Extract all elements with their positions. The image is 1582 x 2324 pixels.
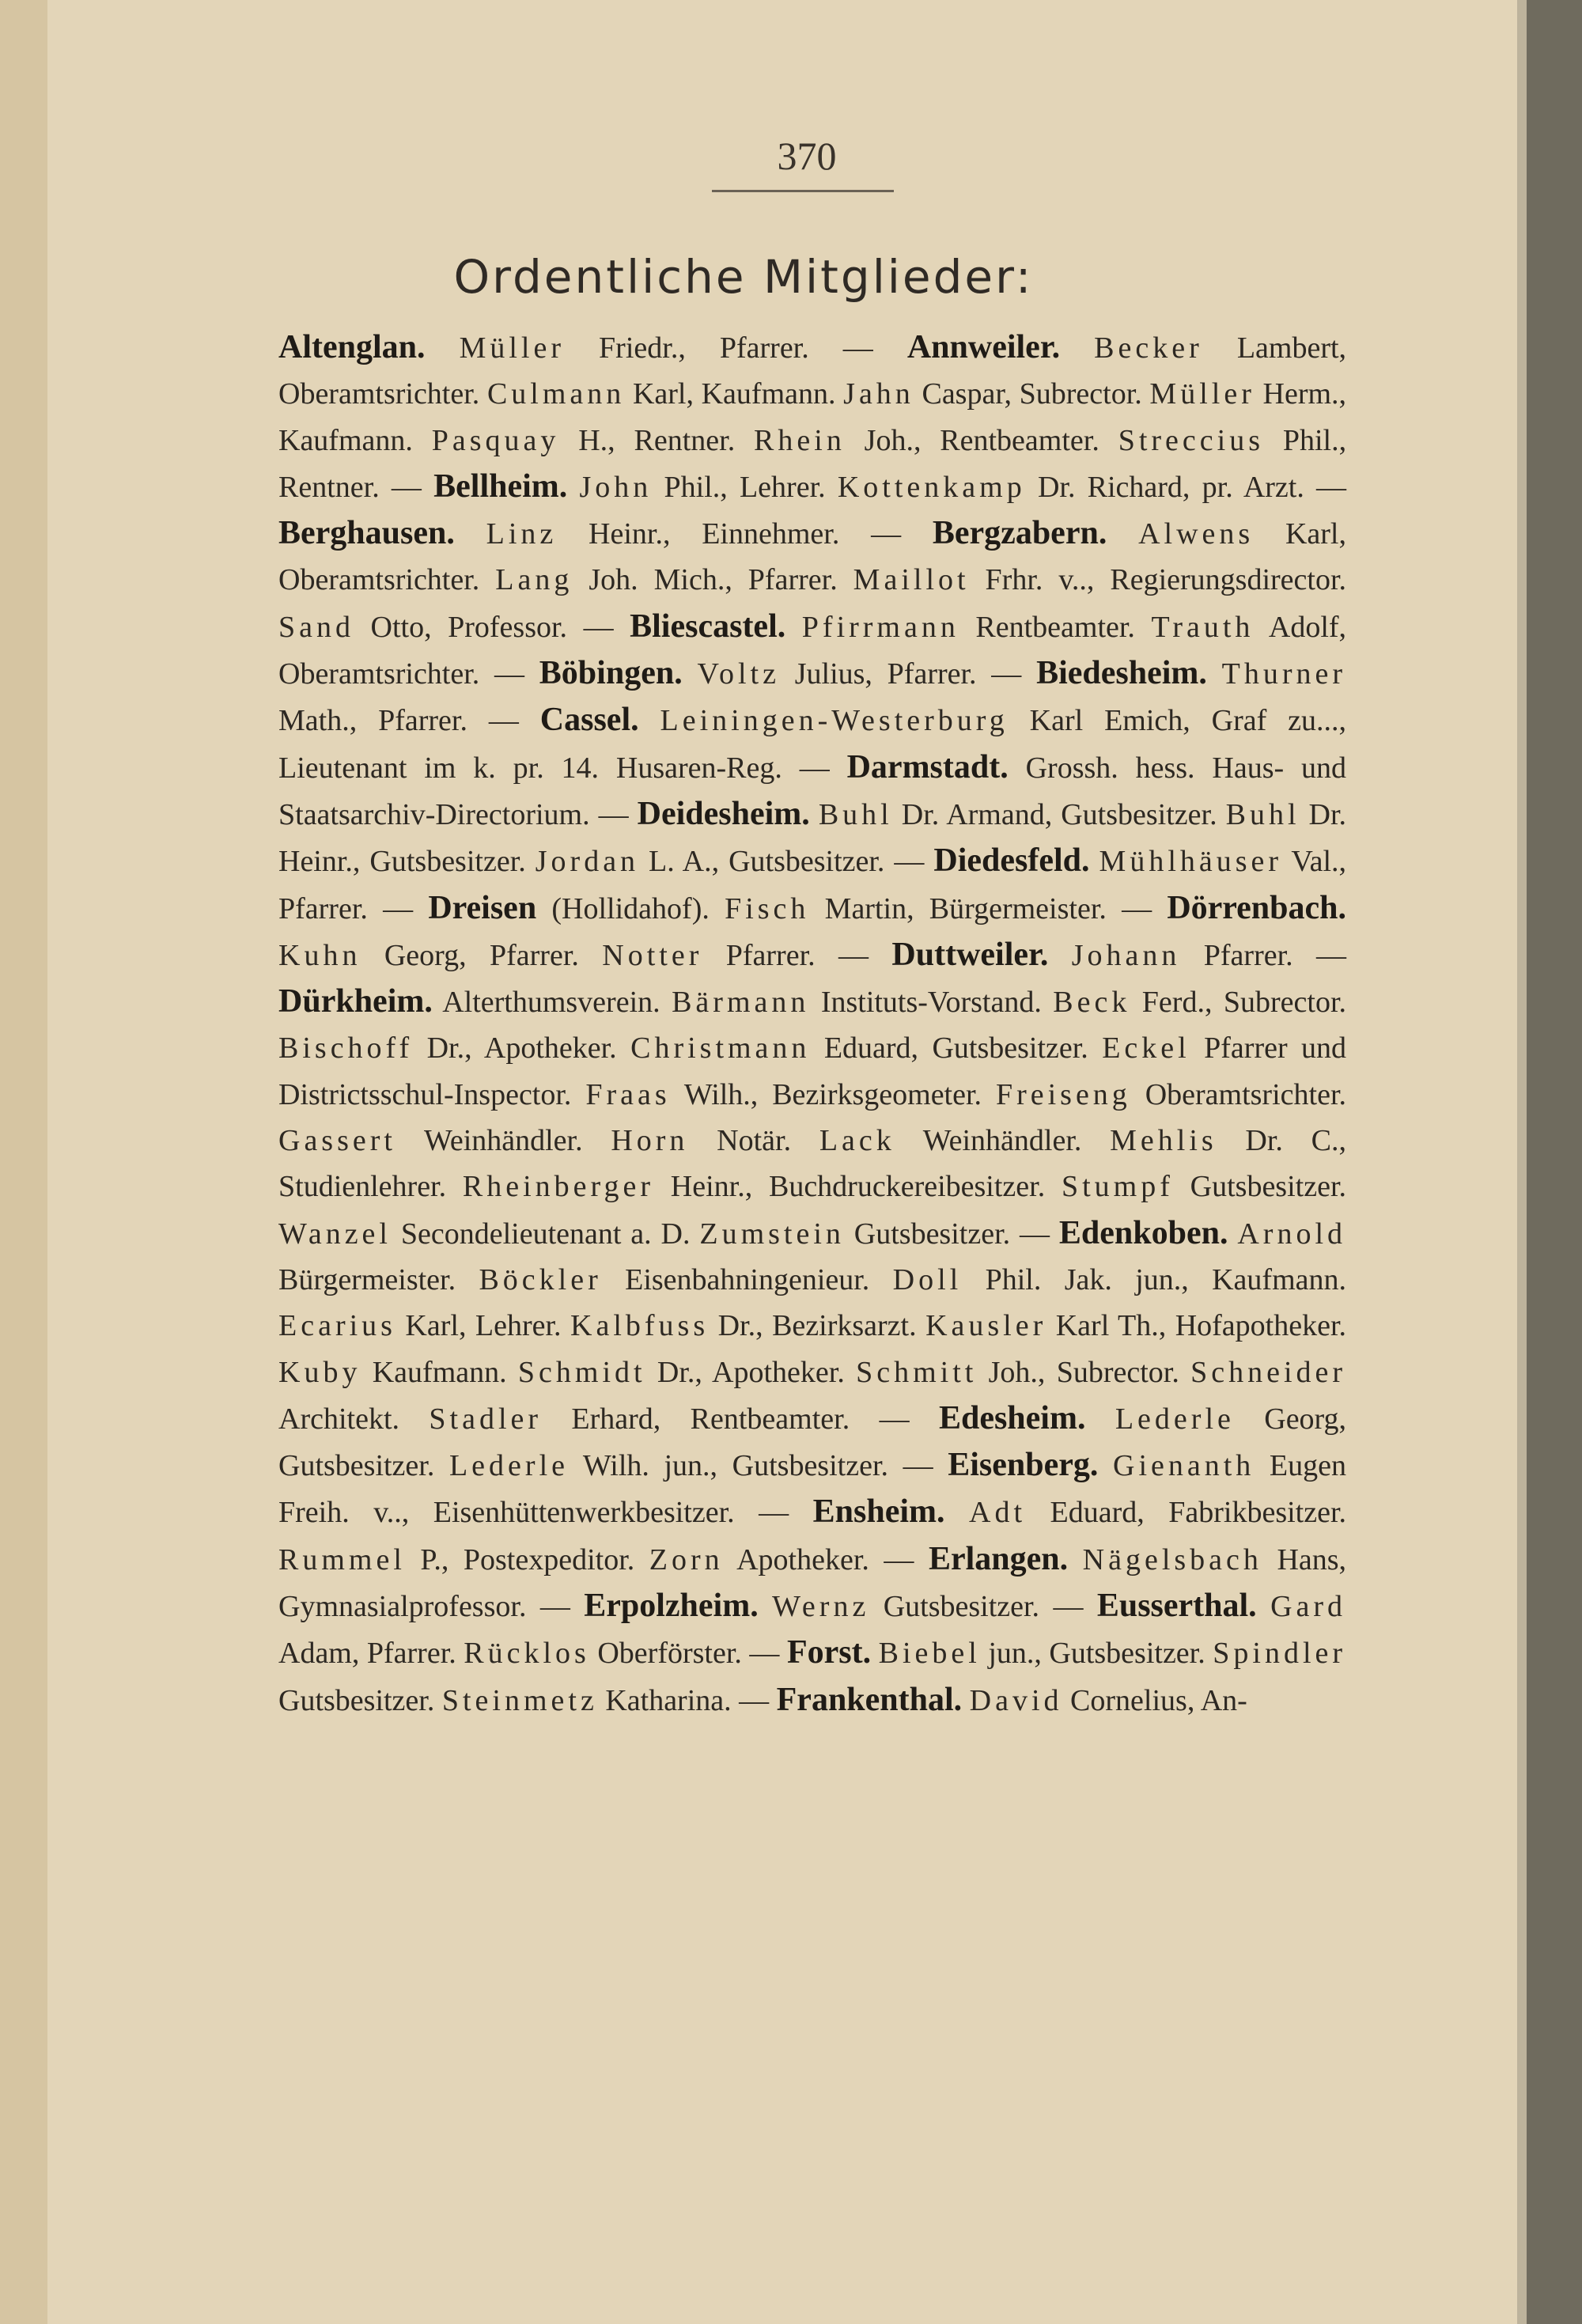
- member-surname: Lack: [819, 1124, 895, 1158]
- member-details: Oberförster.: [597, 1637, 742, 1671]
- place-name: Erpolzheim.: [584, 1588, 759, 1625]
- member-entry: [611, 1124, 791, 1157]
- member-details: Adolf, Oberamtsrichter.: [278, 610, 1347, 691]
- member-entry: [464, 1637, 742, 1670]
- member-surname: Wernz: [772, 1590, 870, 1624]
- member-surname: Eckel: [1102, 1031, 1190, 1065]
- member-details: Phil. Jak. jun., Kaufmann.: [985, 1262, 1347, 1296]
- member-entry: [463, 1170, 1045, 1203]
- section-heading: Ordentliche Mitglieder:: [453, 250, 1034, 304]
- member-surname: Linz: [486, 517, 558, 551]
- member-surname: Culmann: [486, 377, 626, 411]
- member-entry: [429, 1402, 850, 1436]
- member-details: Dr., Apotheker.: [657, 1355, 845, 1389]
- member-surname: Kuhn: [278, 938, 361, 972]
- place-entry: Darmstadt. Grossh. hess. Haus- und Staatsarchiv-Directorium. —: [278, 748, 1347, 831]
- place-name: Dreisen: [428, 889, 537, 926]
- member-details: Lambert, Oberamtsrichter.: [278, 331, 1347, 411]
- member-details: Dr. Richard, pr. Arzt.: [1037, 470, 1304, 504]
- member-surname: Rummel: [278, 1542, 406, 1576]
- member-details: Dr. Armand, Gutsbesitzer.: [901, 797, 1217, 831]
- member-entry: [278, 1031, 617, 1065]
- member-surname: Buhl: [818, 797, 893, 831]
- member-details: Dr. C., Studienlehrer.: [278, 1124, 1346, 1204]
- member-surname: Wanzel: [278, 1217, 392, 1251]
- member-details: Eduard, Fabrikbesitzer.: [1050, 1496, 1347, 1530]
- member-entry: [442, 1684, 732, 1717]
- member-surname: Spindler: [1213, 1637, 1347, 1671]
- place-name: Frankenthal.: [776, 1681, 963, 1718]
- member-entry: [602, 939, 815, 972]
- place-name: Dürkheim.: [278, 983, 433, 1020]
- member-surname: David: [969, 1683, 1063, 1717]
- member-details: Notär.: [717, 1124, 792, 1158]
- member-surname: Jordan: [535, 845, 640, 879]
- member-surname: Schmitt: [856, 1355, 978, 1389]
- place-name: Berghausen.: [278, 515, 455, 552]
- member-details: Joh., Rentbeamter.: [864, 423, 1099, 457]
- member-details: Georg, Gutsbesitzer.: [278, 1402, 1347, 1483]
- member-surname: Schmidt: [517, 1355, 646, 1389]
- member-entry: [819, 1124, 1082, 1157]
- place-entry: Erlangen. Nägelsbach Hans, Gymnasialprofessor. —: [278, 1540, 1347, 1624]
- member-entry: [449, 1449, 888, 1482]
- place-entry: Dürkheim. Alterthumsverein. Bärmann Instituts-Vorstand. Beck Ferd., Subrector. Bischoff Dr., Apotheker. Christmann Eduard, Gutsbesitzer. Eckel Pfarrer und Districtsschul-Inspector. Fraas Wilh., Bezirksgeometer. Freiseng Oberamtsrichter. Gassert Weinhändler. Horn Notär. Lack Weinhändler. Mehlis Dr. C., Studienlehrer. Rheinberger Heinr., Buchdruckereibesitzer. Stumpf Gutsbesitzer. Wanzel Secondelieutenant a. D. Zumstein Gutsbesitzer. —: [278, 983, 1347, 1251]
- member-surname: Gard: [1270, 1590, 1347, 1624]
- place-name: Bergzabern.: [932, 515, 1107, 552]
- member-surname: Lang: [495, 563, 573, 597]
- member-details: Katharina.: [605, 1683, 732, 1717]
- member-details: Pfarrer und Districtsschul-Inspector.: [278, 1031, 1347, 1111]
- member-surname: Müller: [459, 331, 565, 365]
- member-details: Erhard, Rentbeamter.: [571, 1402, 850, 1436]
- member-surname: Leiningen-Westerburg: [660, 704, 1009, 738]
- member-details: Karl Emich, Graf zu..., Lieutenant im k. pr. 14. Husaren-Reg.: [278, 704, 1347, 785]
- member-details: Val., Pfarrer.: [278, 845, 1347, 925]
- member-entry: [479, 1263, 869, 1296]
- member-entry: [551, 892, 709, 925]
- member-entry: [518, 1356, 845, 1389]
- member-details: Math., Pfarrer.: [278, 704, 467, 738]
- member-surname: Schneider: [1190, 1355, 1347, 1389]
- place-entry: Edesheim. Lederle Georg, Gutsbesitzer. Lederle Wilh. jun., Gutsbesitzer. —: [278, 1399, 1347, 1483]
- member-surname: Johann: [1071, 938, 1181, 972]
- member-entry: [996, 1078, 1346, 1111]
- place-name: Dörrenbach.: [1167, 889, 1347, 926]
- member-details: Kaufmann.: [372, 1355, 507, 1389]
- member-details: Wilh., Bezirksgeometer.: [683, 1077, 982, 1111]
- member-entry: [460, 331, 809, 365]
- member-surname: Buhl: [1225, 797, 1300, 831]
- member-entry: [278, 1356, 507, 1389]
- place-entry: Duttweiler. Johann Pfarrer. —: [891, 936, 1347, 973]
- member-surname: Streccius: [1118, 423, 1264, 457]
- member-surname: Zorn: [649, 1542, 724, 1576]
- member-surname: Biebel: [878, 1637, 981, 1671]
- member-details: Phil., Lehrer.: [664, 470, 826, 504]
- member-details: Dr. Heinr., Gutsbesitzer.: [278, 797, 1347, 879]
- member-details: Pfarrer.: [725, 938, 816, 972]
- member-entry: [772, 1590, 1039, 1623]
- member-surname: Lederle: [1115, 1402, 1235, 1436]
- place-name: Eisenberg.: [948, 1447, 1099, 1484]
- place-entry: Dörrenbach. Kuhn Georg, Pfarrer. Notter Pfarrer. —: [278, 889, 1347, 972]
- member-details: Grossh. hess. Haus- und Staatsarchiv-Directorium.: [278, 751, 1347, 831]
- place-name: Erlangen.: [928, 1540, 1069, 1577]
- place-entry: Forst. Biebel jun., Gutsbesitzer. Spindler Gutsbesitzer. Steinmetz Katharina. —: [278, 1634, 1347, 1717]
- member-entry: [278, 1543, 634, 1576]
- place-name: Bliescastel.: [630, 607, 786, 645]
- member-entry: [630, 1031, 1088, 1065]
- member-entry: [754, 424, 1099, 457]
- place-entry: Eisenberg. Gienanth Eugen Freih. v.., Eisenhüttenwerkbesitzer. —: [278, 1447, 1346, 1530]
- member-details: Gutsbesitzer.: [1190, 1170, 1347, 1204]
- member-details: Architekt.: [278, 1402, 400, 1436]
- member-details: Gutsbesitzer.: [278, 1683, 435, 1717]
- place-name: Bellheim.: [433, 467, 568, 505]
- place-entry: Diedesfeld. Mühlhäuser Val., Pfarrer. —: [278, 842, 1347, 925]
- place-entry: Edenkoben. Arnold Bürgermeister. Böckler Eisenbahningenieur. Doll Phil. Jak. jun., Kaufmann. Ecarius Karl, Lehrer. Kalbfuss Dr., Bezirksarzt. Kausler Karl Th., Hofapotheker. Kuby Kaufmann. Schmidt Dr., Apotheker. Schmitt Joh., Subrector. Schneider Architekt. Stadler Erhard, Rentbeamter. —: [278, 1214, 1347, 1436]
- member-entry: [699, 1217, 1010, 1251]
- place-entry: Bergzabern. Alwens Karl, Oberamtsrichter. Lang Joh. Mich., Pfarrer. Maillot Frhr. v.., Regierungsdirector. Sand Otto, Professor. —: [278, 515, 1347, 644]
- member-details: jun., Gutsbesitzer.: [988, 1637, 1205, 1671]
- place-entry: Ensheim. Adt Eduard, Fabrikbesitzer. Rummel P., Postexpeditor. Zorn Apotheker. —: [278, 1493, 1347, 1576]
- page-number: 370: [777, 134, 837, 178]
- member-entry: [649, 1543, 869, 1576]
- member-surname: Arnold: [1237, 1217, 1347, 1251]
- member-details: Eisenbahningenieur.: [625, 1262, 870, 1296]
- member-entry: [487, 377, 836, 411]
- member-details: Gutsbesitzer.: [853, 1217, 1011, 1251]
- member-surname: Kalbfuss: [570, 1309, 710, 1343]
- member-details: Alterthumsverein.: [442, 986, 660, 1020]
- member-entry: [432, 424, 735, 457]
- member-entry: [570, 1309, 917, 1342]
- member-entry: [969, 1496, 1346, 1529]
- member-surname: Freiseng: [995, 1077, 1131, 1111]
- member-surname: Horn: [611, 1124, 689, 1158]
- member-details: Herm., Kaufmann.: [278, 377, 1347, 457]
- member-surname: Rheinberger: [462, 1170, 655, 1204]
- place-name: Ensheim.: [812, 1493, 945, 1531]
- member-details: Hans, Gymnasialprofessor.: [278, 1542, 1347, 1624]
- member-details: Secondelieutenant a. D.: [400, 1217, 691, 1251]
- place-entry: Böbingen. Voltz Julius, Pfarrer. —: [539, 655, 1037, 692]
- place-entry: Berghausen. Linz Heinr., Einnehmer. —: [278, 515, 933, 552]
- member-details: Joh., Subrector.: [988, 1355, 1179, 1389]
- member-surname: Gienanth: [1113, 1449, 1255, 1483]
- member-details: Eduard, Gutsbesitzer.: [823, 1031, 1088, 1065]
- member-entry: [893, 1263, 1346, 1296]
- place-name: Biedesheim.: [1036, 655, 1207, 692]
- place-name: Forst.: [786, 1634, 872, 1671]
- member-details: Weinhändler.: [424, 1124, 583, 1158]
- place-name: Eusserthal.: [1096, 1588, 1257, 1625]
- member-surname: Christmann: [630, 1031, 811, 1065]
- member-details: P., Postexpeditor.: [420, 1542, 635, 1576]
- member-surname: Fisch: [725, 891, 810, 925]
- member-details: Bürgermeister.: [278, 1262, 456, 1296]
- member-surname: Kuby: [278, 1355, 361, 1389]
- place-entry: Eusserthal. Gard Adam, Pfarrer. Rücklos Oberförster. —: [278, 1588, 1347, 1671]
- member-details: Karl, Oberamtsrichter.: [278, 517, 1346, 597]
- member-surname: Mühlhäuser: [1099, 845, 1283, 879]
- member-details: Apotheker.: [736, 1542, 869, 1576]
- member-details: Martin, Bürgermeister.: [824, 891, 1107, 925]
- member-entry: [278, 939, 579, 972]
- place-entry: Dreisen (Hollidahof). Fisch Martin, Bürgermeister. —: [428, 889, 1168, 926]
- member-surname: Steinmetz: [441, 1683, 598, 1717]
- member-entry: [278, 1309, 562, 1342]
- member-details: (Hollidahof).: [551, 891, 710, 925]
- member-entry: [1053, 986, 1346, 1019]
- member-entry: [843, 377, 1142, 411]
- member-surname: Ecarius: [278, 1309, 396, 1343]
- place-name: Edenkoben.: [1058, 1214, 1228, 1251]
- member-surname: Maillot: [853, 563, 970, 597]
- member-entry: [442, 986, 660, 1019]
- place-name: Altenglan.: [278, 329, 426, 365]
- member-surname: Nägelsbach: [1082, 1542, 1262, 1576]
- place-name: Deidesheim.: [637, 795, 810, 832]
- member-entry: [278, 1217, 690, 1251]
- member-details: Dr., Bezirksarzt.: [717, 1309, 917, 1343]
- member-details: Karl, Lehrer.: [405, 1309, 562, 1343]
- member-details: Karl, Kaufmann.: [632, 377, 836, 411]
- member-details: Dr., Apotheker.: [426, 1031, 617, 1065]
- member-entry: [580, 471, 826, 504]
- member-surname: Böckler: [479, 1262, 602, 1296]
- member-surname: Zumstein: [699, 1217, 845, 1251]
- member-surname: Jahn: [843, 377, 914, 411]
- place-entry: Biedesheim. Thurner Math., Pfarrer. —: [278, 655, 1347, 738]
- place-name: Böbingen.: [539, 655, 683, 692]
- member-surname: Pasquay: [431, 423, 560, 457]
- member-entry: [856, 1356, 1179, 1389]
- member-details: Adam, Pfarrer.: [278, 1637, 456, 1671]
- member-surname: Mehlis: [1110, 1124, 1217, 1158]
- member-details: Cornelius, An-: [1070, 1683, 1247, 1717]
- member-details: Weinhändler.: [922, 1124, 1082, 1158]
- member-details: Pfarrer.: [1203, 938, 1293, 972]
- member-entry: [970, 1684, 1247, 1717]
- member-entry: [853, 563, 1346, 596]
- member-surname: Becker: [1094, 331, 1203, 365]
- member-surname: Bischoff: [278, 1031, 414, 1065]
- member-surname: Pfirrmann: [801, 610, 959, 644]
- place-entry: Altenglan. Müller Friedr., Pfarrer. —: [278, 329, 907, 365]
- member-surname: Lederle: [448, 1449, 569, 1483]
- place-entry: Bliescastel. Pfirrmann Rentbeamter. Trauth Adolf, Oberamtsrichter. —: [278, 607, 1347, 691]
- member-entry: [697, 657, 976, 691]
- member-entry: [819, 798, 1217, 831]
- member-details: Gutsbesitzer.: [883, 1590, 1040, 1624]
- member-entry: [672, 986, 1042, 1019]
- member-surname: Adt: [969, 1496, 1027, 1530]
- member-details: Frhr. v.., Regierungsdirector.: [985, 563, 1347, 597]
- member-entry: [495, 563, 837, 596]
- member-details: Eugen Freih. v.., Eisenhüttenwerkbesitzer.: [278, 1449, 1346, 1530]
- place-name: Duttweiler.: [891, 936, 1049, 973]
- member-surname: John: [579, 470, 653, 504]
- member-surname: Stadler: [429, 1402, 543, 1436]
- member-surname: Fraas: [585, 1077, 671, 1111]
- page-number-rule: [712, 190, 894, 192]
- member-entry: [486, 517, 840, 551]
- member-entry: [838, 471, 1304, 504]
- member-surname: Rücklos: [464, 1637, 590, 1671]
- place-name: Cassel.: [539, 702, 639, 739]
- member-entry: [585, 1078, 982, 1111]
- place-name: Darmstadt.: [846, 748, 1009, 785]
- member-details: Oberamtsrichter.: [1145, 1077, 1346, 1111]
- member-details: H., Rentner.: [578, 423, 736, 457]
- member-details: Georg, Pfarrer.: [384, 938, 579, 972]
- member-details: Heinr., Buchdruckereibesitzer.: [670, 1170, 1046, 1204]
- member-surname: Voltz: [697, 657, 780, 691]
- member-details: Julius, Pfarrer.: [794, 657, 977, 691]
- member-surname: Bärmann: [672, 986, 810, 1020]
- member-surname: Notter: [602, 938, 703, 972]
- place-entry: Cassel. Leiningen-Westerburg Karl Emich, Graf zu..., Lieutenant im k. pr. 14. Husaren-Reg. —: [278, 702, 1347, 785]
- member-entry: [278, 1124, 583, 1157]
- member-details: Caspar, Subrector.: [922, 377, 1142, 411]
- member-details: Otto, Professor.: [370, 610, 568, 644]
- place-entry: [776, 1681, 1247, 1718]
- member-details: L. A., Gutsbesitzer.: [649, 845, 885, 879]
- member-list-text: [278, 324, 1346, 1724]
- place-name: Edesheim.: [938, 1399, 1086, 1436]
- member-details: Instituts-Vorstand.: [820, 986, 1042, 1020]
- member-surname: Gassert: [278, 1124, 396, 1158]
- member-entry: [879, 1637, 1205, 1670]
- member-details: Karl Th., Hofapotheker.: [1055, 1309, 1347, 1343]
- member-entry: [925, 1309, 1346, 1342]
- place-name: Annweiler.: [906, 329, 1061, 365]
- member-entry: [1072, 939, 1293, 972]
- member-surname: Sand: [278, 610, 354, 644]
- member-entry: [802, 611, 1135, 644]
- member-details: Friedr., Pfarrer.: [599, 331, 809, 365]
- member-surname: Thurner: [1221, 657, 1347, 691]
- member-surname: Trauth: [1151, 610, 1255, 644]
- member-details: Joh. Mich., Pfarrer.: [589, 563, 838, 597]
- member-surname: Stumpf: [1061, 1170, 1174, 1204]
- member-details: Phil., Rentner.: [278, 423, 1347, 504]
- page-edge-left: [0, 0, 47, 2324]
- member-details: Ferd., Subrector.: [1141, 986, 1347, 1020]
- member-details: Wilh. jun., Gutsbesitzer.: [582, 1449, 889, 1483]
- member-surname: Doll: [892, 1262, 963, 1296]
- place-entry: Annweiler. Becker Lambert, Oberamtsrichter. Culmann Karl, Kaufmann. Jahn Caspar, Subrector. Müller Herm., Kaufmann. Pasquay H., Rentner. Rhein Joh., Rentbeamter. Streccius Phil., Rentner. —: [278, 329, 1347, 504]
- place-name: Diedesfeld.: [933, 842, 1090, 880]
- member-details: Heinr., Einnehmer.: [589, 517, 840, 551]
- member-surname: Beck: [1053, 986, 1131, 1020]
- member-entry: [278, 611, 567, 644]
- member-details: Rentbeamter.: [975, 610, 1135, 644]
- place-entry: Deidesheim. Buhl Dr. Armand, Gutsbesitzer. Buhl Dr. Heinr., Gutsbesitzer. Jordan L. A., Gutsbesitzer. —: [278, 795, 1347, 879]
- book-gutter: [1527, 0, 1582, 2324]
- place-entry: Bellheim. John Phil., Lehrer. Kottenkamp Dr. Richard, pr. Arzt. —: [433, 467, 1347, 505]
- member-surname: Kottenkamp: [837, 470, 1026, 504]
- member-entry: [536, 845, 885, 878]
- member-surname: Kausler: [925, 1309, 1047, 1343]
- place-entry: Erpolzheim. Wernz Gutsbesitzer. —: [584, 1588, 1097, 1625]
- member-surname: Müller: [1149, 377, 1255, 411]
- member-entry: [1062, 1170, 1346, 1203]
- member-surname: Rhein: [754, 423, 846, 457]
- member-entry: [725, 892, 1107, 925]
- member-surname: Alwens: [1138, 517, 1255, 551]
